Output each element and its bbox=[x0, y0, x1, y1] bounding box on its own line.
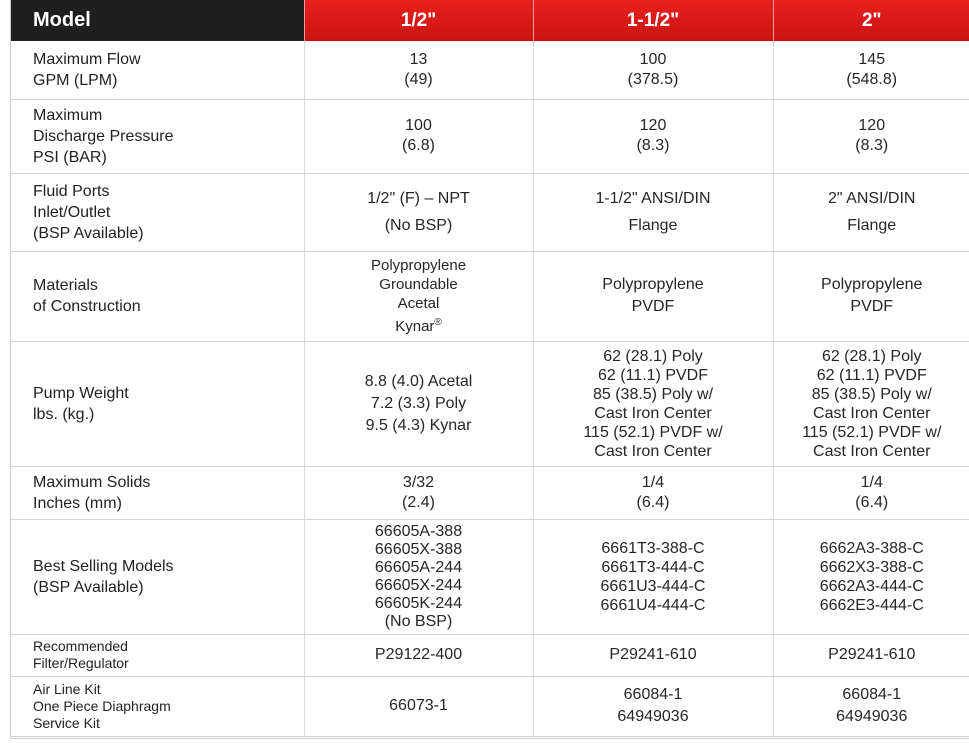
cell-line: (No BSP) bbox=[384, 217, 453, 234]
cell-line: 3/32 bbox=[402, 473, 435, 491]
table-cell bbox=[304, 99, 533, 173]
label-line: Best Selling Models bbox=[33, 557, 174, 575]
table-cell bbox=[304, 519, 533, 634]
cell-line: 85 (38.5) Poly w/ bbox=[811, 385, 932, 403]
table-cell bbox=[533, 634, 773, 676]
row-label bbox=[11, 341, 304, 466]
table-cell bbox=[773, 99, 969, 173]
registered-mark: ® bbox=[434, 317, 442, 328]
cell-line: 66605X-388 bbox=[374, 540, 463, 558]
label-line: lbs. (kg.) bbox=[33, 405, 95, 423]
cell-line: 9.5 (4.3) Kynar bbox=[365, 416, 472, 434]
cell-line: 62 (28.1) Poly bbox=[821, 347, 922, 365]
cell-line: (6.8) bbox=[402, 137, 435, 154]
label-line: Recommended bbox=[33, 638, 128, 654]
cell-line: Cast Iron Center bbox=[594, 442, 712, 460]
table-cell bbox=[304, 466, 533, 519]
cell-line: 64949036 bbox=[836, 708, 908, 725]
label-line: GPM (LPM) bbox=[33, 71, 118, 89]
cell-line: 115 (52.1) PVDF w/ bbox=[583, 423, 723, 441]
label-line: (BSP Available) bbox=[33, 224, 144, 242]
table-cell bbox=[773, 251, 969, 341]
cell-line: 120 bbox=[639, 117, 667, 134]
cell-line: Cast Iron Center bbox=[813, 404, 931, 422]
cell-line: Cast Iron Center bbox=[813, 442, 931, 460]
label-line: Pump Weight bbox=[33, 384, 129, 402]
table-row-max-solids bbox=[11, 466, 969, 519]
cell-line: 8.8 (4.0) Acetal bbox=[364, 372, 473, 390]
cell-line: 120 bbox=[858, 117, 886, 134]
cell-line: 13 bbox=[409, 50, 428, 68]
cell-line: 66084-1 bbox=[842, 686, 902, 703]
cell-line: (548.8) bbox=[846, 70, 898, 88]
model-header: Model bbox=[11, 0, 304, 41]
row-label bbox=[11, 634, 304, 676]
table-cell bbox=[533, 251, 773, 341]
label-line: Fluid Ports bbox=[33, 182, 110, 200]
table-row-pump-weight bbox=[11, 341, 969, 466]
table-cell bbox=[304, 251, 533, 341]
cell-line: 66605A-244 bbox=[374, 558, 463, 576]
table-row-best-selling-models bbox=[11, 519, 969, 634]
cell-text: Kynar bbox=[395, 318, 435, 335]
cell-line: Cast Iron Center bbox=[594, 404, 712, 422]
row-label bbox=[11, 99, 304, 173]
label-line: Maximum bbox=[33, 106, 103, 124]
table-cell bbox=[304, 41, 533, 99]
size-header-one-and-half-inch: 1-1/2" bbox=[533, 0, 773, 41]
table-cell bbox=[533, 99, 773, 173]
cell-line: 1/4 bbox=[641, 473, 665, 491]
table-row-max-pressure bbox=[11, 99, 969, 173]
cell-line: 6662A3-388-C bbox=[819, 539, 924, 557]
label-line: Materials bbox=[33, 277, 98, 294]
cell-line: 6661T3-388-C bbox=[601, 539, 705, 557]
table-cell bbox=[773, 173, 969, 251]
table-cell bbox=[773, 634, 969, 676]
cell-line: 2" ANSI/DIN bbox=[828, 190, 916, 207]
cell-line: Acetal bbox=[397, 295, 440, 312]
cell-line: 6662X3-388-C bbox=[819, 558, 924, 576]
table-cell bbox=[304, 676, 533, 736]
label-line: Maximum Solids bbox=[33, 473, 151, 491]
cell-line: Polypropylene bbox=[602, 276, 704, 293]
cell-line: (378.5) bbox=[627, 70, 679, 88]
spec-table-frame bbox=[10, 0, 969, 739]
label-line: Air Line Kit bbox=[33, 680, 101, 697]
cell-line: P29241-610 bbox=[609, 646, 697, 663]
cell-line: 6662E3-444-C bbox=[819, 596, 924, 614]
cell-line: (2.4) bbox=[402, 493, 435, 511]
cell-line: (49) bbox=[404, 70, 433, 88]
cell-line: 115 (52.1) PVDF w/ bbox=[802, 423, 942, 441]
cell-line: 66084-1 bbox=[623, 686, 683, 703]
row-label bbox=[11, 173, 304, 251]
cell-line: 62 (11.1) PVDF bbox=[598, 366, 708, 384]
cell-line: 64949036 bbox=[617, 708, 689, 725]
table-cell bbox=[533, 173, 773, 251]
table-cell bbox=[773, 466, 969, 519]
table-cell bbox=[533, 341, 773, 466]
cell-line: 145 bbox=[858, 50, 886, 68]
cell-line: PVDF bbox=[850, 298, 894, 315]
size-header-two-inch: 2" bbox=[773, 0, 969, 41]
header-row bbox=[11, 0, 969, 41]
cell-line: P29241-610 bbox=[828, 646, 916, 663]
cell-line: (6.4) bbox=[855, 493, 889, 511]
cell-line: (No BSP) bbox=[384, 612, 453, 630]
table-row-max-flow bbox=[11, 41, 969, 99]
label-line: Filter/Regulator bbox=[33, 655, 129, 671]
label-line: Inches (mm) bbox=[33, 494, 122, 512]
table-cell bbox=[533, 41, 773, 99]
table-cell bbox=[533, 466, 773, 519]
cell-line: 62 (11.1) PVDF bbox=[816, 366, 927, 384]
cell-line: 66605X-244 bbox=[374, 576, 463, 594]
label-line: Discharge Pressure bbox=[33, 127, 174, 145]
table-row-fluid-ports bbox=[11, 173, 969, 251]
cell-line: 1-1/2" ANSI/DIN bbox=[595, 190, 711, 207]
cell-line: 7.2 (3.3) Poly bbox=[370, 394, 467, 412]
pump-spec-table bbox=[11, 0, 969, 737]
table-cell bbox=[773, 519, 969, 634]
cell-line: 85 (38.5) Poly w/ bbox=[592, 385, 714, 403]
label-line: Inlet/Outlet bbox=[33, 203, 111, 221]
row-label bbox=[11, 519, 304, 634]
cell-line: 6662A3-444-C bbox=[819, 577, 924, 595]
cell-line: 6661U4-444-C bbox=[600, 596, 706, 614]
cell-line: (6.4) bbox=[636, 493, 670, 511]
cell-line: 100 bbox=[639, 50, 667, 68]
row-label bbox=[11, 251, 304, 341]
table-row-air-line-kit bbox=[11, 676, 969, 736]
cell-line: P29122-400 bbox=[374, 646, 463, 663]
cell-line bbox=[305, 313, 533, 336]
label-line: Maximum Flow bbox=[33, 50, 141, 68]
table-row-filter-regulator bbox=[11, 634, 969, 676]
label-line: Service Kit bbox=[33, 714, 100, 731]
table-cell bbox=[773, 676, 969, 736]
cell-line: Polypropylene bbox=[821, 276, 923, 293]
cell-line: 1/4 bbox=[860, 473, 883, 491]
cell-line: 66605K-244 bbox=[374, 594, 463, 612]
cell-line: 100 bbox=[405, 117, 432, 134]
cell-line: Flange bbox=[628, 217, 678, 234]
row-label bbox=[11, 41, 304, 99]
cell-line: (8.3) bbox=[855, 137, 889, 154]
cell-line: (8.3) bbox=[636, 137, 670, 154]
cell-line: 66073-1 bbox=[389, 697, 448, 714]
table-row-materials bbox=[11, 251, 969, 341]
label-line: PSI (BAR) bbox=[33, 148, 107, 166]
table-cell bbox=[533, 676, 773, 736]
cell-line: 1/2" (F) – NPT bbox=[367, 190, 470, 207]
label-line: One Piece Diaphragm bbox=[33, 697, 171, 714]
table-cell bbox=[533, 519, 773, 634]
cell-line: PVDF bbox=[631, 298, 675, 315]
label-line: (BSP Available) bbox=[33, 578, 144, 596]
row-label bbox=[11, 466, 304, 519]
size-header-half-inch: 1/2" bbox=[304, 0, 533, 41]
table-cell bbox=[304, 341, 533, 466]
cell-line: Groundable bbox=[379, 276, 458, 293]
cell-line: 6661T3-444-C bbox=[601, 558, 705, 576]
table-cell bbox=[304, 173, 533, 251]
table-cell bbox=[773, 41, 969, 99]
table-cell bbox=[304, 634, 533, 676]
label-line: of Construction bbox=[33, 298, 141, 315]
row-label bbox=[11, 676, 304, 736]
cell-line: 62 (28.1) Poly bbox=[603, 347, 703, 365]
cell-line: Polypropylene bbox=[370, 257, 467, 274]
cell-line: 6661U3-444-C bbox=[600, 577, 706, 595]
cell-line: Flange bbox=[847, 217, 897, 234]
cell-line: 66605A-388 bbox=[374, 522, 463, 540]
table-cell bbox=[773, 341, 969, 466]
